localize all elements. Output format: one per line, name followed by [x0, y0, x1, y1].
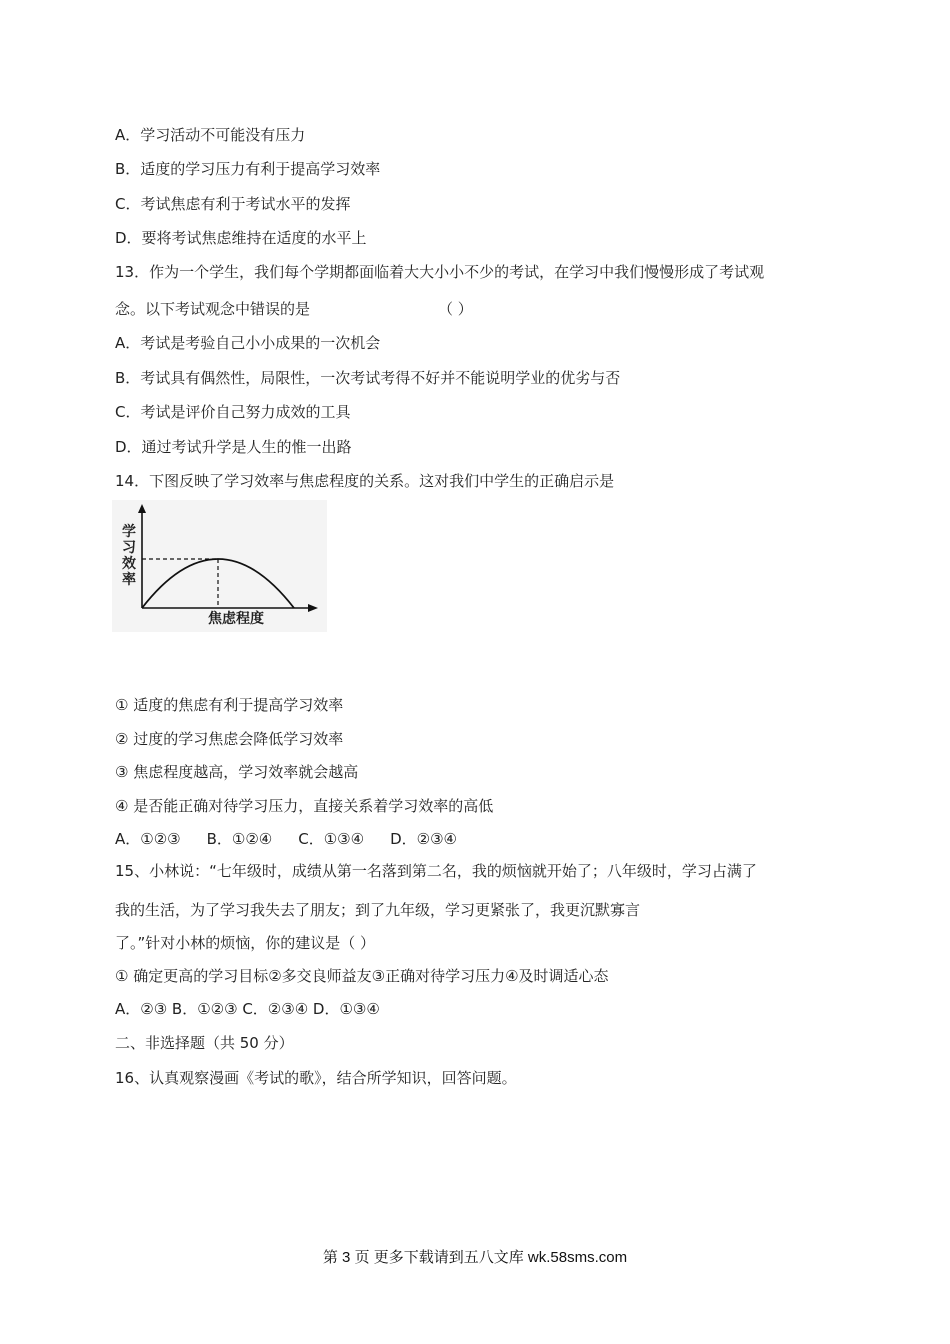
- q13-stem-line2: 念。以下考试观念中错误的是: [115, 300, 311, 318]
- q13-option-d: D．通过考试升学是人生的惟一出路: [115, 438, 352, 456]
- q13-answer-paren: （ ）: [438, 300, 473, 318]
- q12-option-b: B．适度的学习压力有利于提高学习效率: [115, 160, 381, 178]
- q12-option-d: D．要将考试焦虑维持在适度的水平上: [115, 229, 367, 247]
- q14-option-d: D．②③④: [390, 830, 457, 848]
- anxiety-efficiency-figure: [112, 500, 327, 632]
- q13-option-b: B．考试具有偶然性，局限性，一次考试考得不好并不能说明学业的优劣与否: [115, 369, 621, 387]
- q15-stem-line3: 了。”针对小林的烦恼，你的建议是（ ）: [115, 934, 376, 952]
- q15-stem-line2: 我的生活，为了学习我失去了朋友；到了九年级，学习更紧张了，我更沉默寡言: [115, 901, 641, 919]
- q14-statement-3: ③ 焦虑程度越高，学习效率就会越高: [115, 763, 359, 781]
- q14-statement-1: ① 适度的焦虑有利于提高学习效率: [115, 696, 344, 714]
- q14-statement-4: ④ 是否能正确对待学习压力，直接关系着学习效率的高低: [115, 797, 494, 815]
- q14-option-a: A．①②③: [115, 830, 181, 848]
- q14-option-c: C．①③④: [298, 830, 365, 848]
- page-footer: 第 3 页 更多下载请到五八文库 wk.58sms.com: [322, 1249, 628, 1266]
- q14-option-b: B．①②④: [206, 830, 273, 848]
- q13-option-a: A．考试是考验自己小小成果的一次机会: [115, 334, 381, 352]
- q15-stem-line1: 15、小林说：“七年级时，成绩从第一名落到第二名，我的烦恼就开始了；八年级时，学习占满了: [115, 862, 757, 880]
- q12-option-c: C．考试焦虑有利于考试水平的发挥: [115, 195, 351, 213]
- figure-x-label: 焦虑程度: [208, 611, 264, 627]
- q15-statements: ① 确定更高的学习目标②多交良师益友③正确对待学习压力④及时调适心态: [115, 967, 609, 985]
- q13-stem-line1: 13．作为一个学生，我们每个学期都面临着大大小小不少的考试，在学习中我们慢慢形成了考试观: [115, 263, 765, 281]
- section2-heading: 二、非选择题（共 50 分）: [115, 1034, 294, 1052]
- q14-stem: 14．下图反映了学习效率与焦虑程度的关系。这对我们中学生的正确启示是: [115, 472, 615, 490]
- q16-stem: 16、认真观察漫画《考试的歌》，结合所学知识，回答问题。: [115, 1069, 517, 1087]
- q15-options: A．②③ B．①②③ C．②③④ D．①③④: [115, 1000, 380, 1018]
- q14-statement-2: ② 过度的学习焦虑会降低学习效率: [115, 730, 344, 748]
- q12-option-a: A．学习活动不可能没有压力: [115, 126, 306, 144]
- q13-option-c: C．考试是评价自己努力成效的工具: [115, 403, 351, 421]
- q14-options: [115, 829, 483, 849]
- figure-y-label: 学习效率: [122, 524, 136, 588]
